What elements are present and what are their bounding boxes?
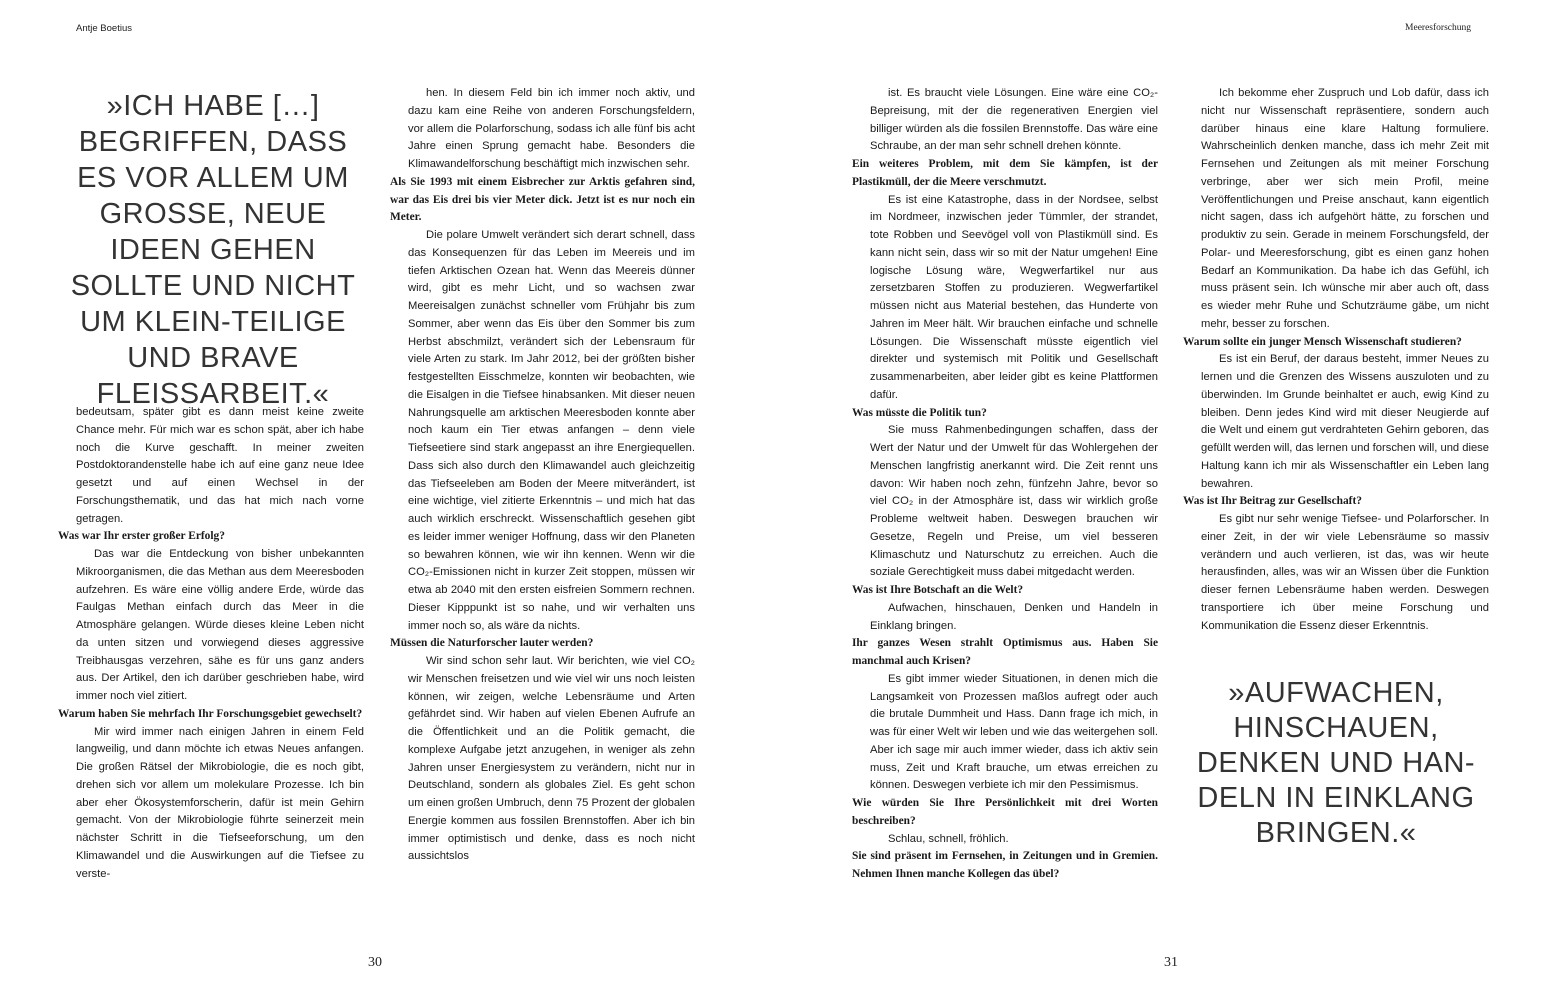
interview-question: Was war Ihr erster großer Erfolg? — [58, 530, 225, 543]
interview-question: Warum haben Sie mehrfach Ihr Forschungsgebiet gewechselt? — [58, 707, 363, 720]
text-column-1 — [58, 404, 364, 883]
page-number-right: 31 — [1164, 955, 1178, 970]
body-paragraph: Mir wird immer nach einigen Jahren in einem Feld langweilig, und dann möchte ich etwas Neues anfangen. Die großen Rätsel der Mikrobiologie, die es noch gibt, drehen sich vor allem um molekulare Prozesse. Ich bin aber eher Ökosystemforscherin, dafür ist mein Gehirn gemacht. Von der Mikrobiologie führte seinerzeit mein nächster Schritt in die Tiefseeforschung, um den Klimawandel und die Auswirkungen auf die Tiefsee zu verste- — [76, 725, 364, 880]
text-column-3 — [852, 85, 1158, 884]
interview-question: Sie sind präsent im Fernsehen, in Zeitungen und in Gremien. Nehmen Ihnen manche Kollegen das übel? — [852, 850, 1158, 880]
pull-quote-right: »AUFWACHEN, HINSCHAUEN, DENKEN UND HAN-DELN IN EINKLANG BRINGEN.« — [1196, 677, 1476, 849]
interview-question: Ein weiteres Problem, mit dem Sie kämpfen, ist der Plastikmüll, der die Meere verschmutzt. — [852, 158, 1158, 188]
running-head-author: Antje Boetius — [76, 23, 132, 34]
body-paragraph: bedeutsam, später gibt es dann meist keine zweite Chance mehr. Für mich war es schon spät, aber ich habe noch die Kurve geschafft. In meiner zweiten Postdoktorandenstelle habe ich auf eine ganz neue Idee gesetzt und auf einen Wechsel in der Forschungsthematik, und das hat mich nach vorne getragen. — [76, 406, 364, 525]
body-paragraph: Es ist eine Katastrophe, dass in der Nordsee, selbst im Nordmeer, inzwischen jeder Tümmler, der strandet, tote Robben und Seevögel voll von Plastikmüll sind. Es kann nicht sein, dass wir so mit der Natur umgehen! Eine logische Lösung wäre, Wegwerfartikel nur aus zersetzbaren Stoffen zu produzieren. Wegwerfartikel müssen nicht aus Material bestehen, das Hunderte von Jahren im Meer hält. Wir brauchen einfache und schnelle Lösungen. Die Wissenschaft müsste eigentlich viel direkter und systemisch mit Politik und Gesellschaft zusammenarbeiten, aber leider gibt es keine Plattformen dafür. — [870, 193, 1158, 401]
page-number-left: 30 — [368, 955, 382, 970]
text-column-4 — [1183, 85, 1489, 635]
interview-question: Was ist Ihr Beitrag zur Gesellschaft? — [1183, 495, 1362, 508]
interview-question: Ihr ganzes Wesen strahlt Optimismus aus. Haben Sie manchmal auch Krisen? — [852, 637, 1158, 667]
body-paragraph: Es ist ein Beruf, der daraus besteht, immer Neues zu lernen und die Grenzen des Wissens auszuloten und zu überwinden. Im Grunde beinhaltet er auch, ewig Kind zu bleiben. Denn jedes Kind wird mit dieser Neugierde auf die Welt und einem gut verdrahteten Gehirn geboren, das gefüllt werden will, das lernen und forschen will, und diese Haltung kann ich mir als Wissenschaftler ein Leben lang bewahren. — [1201, 353, 1489, 490]
interview-question: Was müsste die Politik tun? — [852, 406, 987, 419]
body-paragraph: Aufwachen, hinschauen, Denken und Handeln in Einklang bringen. — [870, 601, 1158, 632]
pull-quote-left: »ICH HABE […] BEGRIFFEN, DASS ES VOR ALLEM UM GROSSE, NEUE IDEEN GEHEN SOLLTE UND NICHT UM KLEIN-TEILIGE UND BRAVE FLEISSARBEIT.« — [70, 90, 356, 410]
body-paragraph: Sie muss Rahmenbedingungen schaffen, dass der Wert der Natur und der Umwelt für das Wohlergehen der Menschen langfristig anerkannt wird. Die Zeit rennt uns davon: Wir haben noch zehn, fünfzehn Jahre, bevor so viel CO₂ in der Atmosphäre ist, dass wir wirklich große Probleme weltweit haben. Deswegen brauchen wir Gesetze, Regeln und Preise, um viel besseren Klimaschutz und Naturschutz zu erreichen. Auch die soziale Gerechtigkeit muss dabei mitgedacht werden. — [870, 424, 1158, 579]
body-paragraph: Schlau, schnell, fröhlich. — [888, 832, 1009, 845]
body-paragraph: Ich bekomme eher Zuspruch und Lob dafür, dass ich nicht nur Wissenschaft repräsentiere, sondern auch darüber hinaus eine klare Haltung formuliere. Wahrscheinlich denken manche, dass ich mehr Zeit mit Fernsehen und Zeitungen als mit meiner Forschung verbringe, aber wer sich mein Profil, meine Veröffentlichungen und Preise anschaut, kann eigentlich nicht sagen, dass ich aufgehört hätte, zu forschen und produktiv zu sein. Gerade in meinem Forschungsfeld, der Polar- und Meeresforschung, gibt es einen ganz hohen Bedarf an Kommunikation. Da habe ich das Gefühl, ich muss präsent sein. Ich wünsche mir aber auch oft, dass es wieder mehr Ruhe und Schutzräume gäbe, um nicht mehr, besser zu forschen. — [1201, 87, 1489, 330]
text-column-2 — [390, 85, 695, 866]
body-paragraph: Es gibt nur sehr wenige Tiefsee- und Polarforscher. In einer Zeit, in der wir viele Lebensräume so massiv verändern und auch verlieren, ist das, was wir heute herausfinden, alles, was wir an Wissen über die Funktion dieser fernen Lebensräume haben werden. Deswegen transportiere ich über meine Forschung und Kommunikation die Essenz dieser Erkenntnis. — [1201, 513, 1489, 632]
interview-question: Wie würden Sie Ihre Persönlichkeit mit drei Worten beschreiben? — [852, 797, 1158, 827]
interview-question: Was ist Ihre Botschaft an die Welt? — [852, 584, 1024, 596]
interview-question: Warum sollte ein junger Mensch Wissenschaft studieren? — [1183, 335, 1462, 348]
interview-question: Als Sie 1993 mit einem Eisbrecher zur Arktis gefahren sind, war das Eis drei bis vier Meter dick. Jetzt ist es nur noch ein Meter. — [390, 175, 695, 224]
body-paragraph: Es gibt immer wieder Situationen, in denen mich die Langsamkeit von Prozessen maßlos aufregt oder auch die brutale Dummheit und Hass. Dann frage ich mich, in was für einer Welt wir leben und wie das weitergehen soll. Aber ich sage mir auch immer wieder, dass ich aktiv sein muss, Zeit und Kraft brauche, um etwas erreichen zu können. Deswegen verbiete ich mir den Pessimismus. — [870, 672, 1158, 792]
body-paragraph: Das war die Entdeckung von bisher unbekannten Mikroorganismen, die das Methan aus dem Meeresboden aufzehren. Es wäre eine völlig andere Erde, würde das Faulgas Methan einfach durch das Meer in die Atmosphäre gelangen. Würde dieses kleine Leben nicht da unten sitzen und vorwiegend dieses aggressive Treibhausgas verzehren, sähe es für uns ganz anders aus. Der Artikel, den ich darüber geschrieben habe, wird immer noch viel zitiert. — [76, 548, 364, 702]
body-paragraph: Die polare Umwelt verändert sich derart schnell, dass das Konsequenzen für das Leben im Meereis und im tiefen Arktischen Ozean hat. Wenn das Meereis dünner wird, gibt es mehr Licht, und so wachsen zwar Meereisalgen zunächst schneller vom Frühjahr bis zum Sommer, aber wenn das Eis über den Sommer bis zum Herbst abschmilzt, verändert sich der Lebensraum für viele Arten zu stark. Im Jahr 2012, bei der größten bisher festgestellten Eisschmelze, konnten wir beobachten, wie die Eisalgen in die Tiefsee hinabsanken. Mit dieser neuen Nahrungsquelle am arktischen Meeresboden konnte aber noch kaum ein Tier etwas anfangen – denn viele Tiefseetiere sind stark angepasst an ihre Energiequellen. Dass sich also durch den Klimawandel auch gleichzeitig das Tiefseeleben am Boden der Meere mitverändert, ist eine wichtige, viel zitierte Erkenntnis – und mich hat das auch wirklich erschreckt. Wissenschaftlich gesehen gibt es leider immer weniger Hoffnung, dass wir den Planeten so bewahren können, wie wir ihn kennen. Wenn wir die CO₂-Emissionen nicht in kurzer Zeit stoppen, müssen wir etwa ab 2040 mit den ersten eisfreien Sommern rechnen. Dieser Kipppunkt ist so nahe, und wir verhalten uns immer noch so, als wäre da nichts. — [408, 229, 695, 632]
running-head-section: Meeresforschung — [1405, 23, 1471, 33]
body-paragraph: ist. Es braucht viele Lösungen. Eine wäre eine CO₂-Bepreisung, mit der die regenerativen Energien viel billiger würden als die fossilen Brennstoffe. Das wäre eine Schraube, an der man sehr schnell drehen könnte. — [870, 87, 1158, 153]
body-paragraph: hen. In diesem Feld bin ich immer noch aktiv, und dazu kam eine Reihe von anderen Forschungsfeldern, vor allem die Polarforschung, sodass ich alle fünf bis acht Jahre einen Sprung gemacht habe. Besonders die Klimawandelforschung beschäftigt mich inzwischen sehr. — [408, 87, 695, 170]
interview-question: Müssen die Naturforscher lauter werden? — [390, 637, 594, 650]
body-paragraph: Wir sind schon sehr laut. Wir berichten, wie viel CO₂ wir Menschen freisetzen und wie viel wir uns noch leisten können, wir zeigen, welche Lebensräume und Arten gefährdet sind. Wir haben auf vielen Ebenen Aufrufe an die Öffentlichkeit und an die Politik gemacht, die komplexe Aufgabe jetzt anzugehen, in weniger als zehn Jahren unser Energiesystem zu verändern, nicht nur in Deutschland, sondern als globales Ziel. Es geht schon um einen großen Umbruch, denn 75 Prozent der globalen Energie kommen aus fossilen Brennstoffen. Aber ich bin immer optimistisch und denke, dass es noch nicht aussichtslos — [408, 655, 695, 863]
